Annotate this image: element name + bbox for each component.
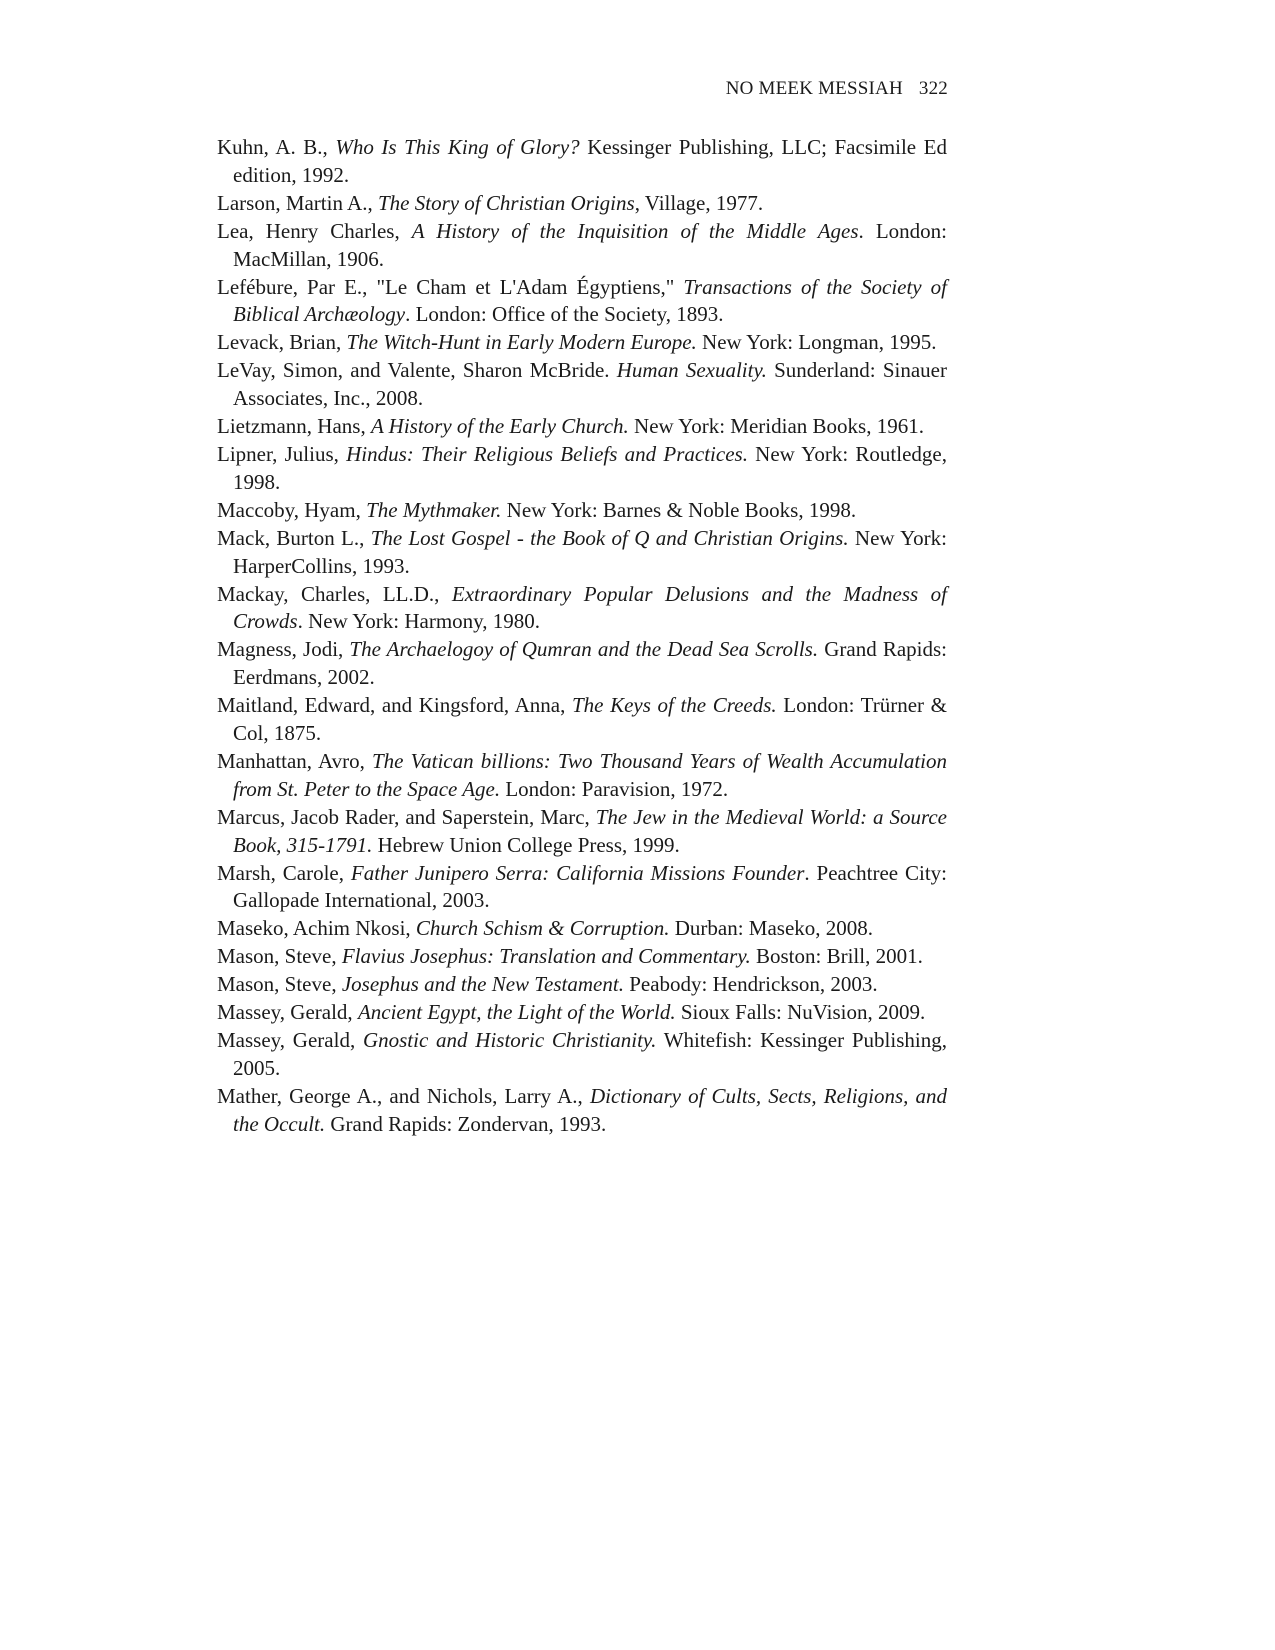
entry-title: Father Junipero Serra: California Missions Founder xyxy=(350,860,805,885)
entry-author: Mackay, Charles, LL.D., xyxy=(217,581,452,606)
entry-publication: New York: HarperCollins, 1993. xyxy=(233,525,948,578)
entry-title: Human Sexuality. xyxy=(616,358,767,383)
entry-author: Manhattan, Avro, xyxy=(217,748,372,773)
entry-author: Mason, Steve, xyxy=(217,972,342,997)
entry-author: Marsh, Carole, xyxy=(217,860,351,885)
entry-author: Lietzmann, Hans, xyxy=(217,414,371,439)
entry-title: Dictionary of Cults, Sects, Religions, and the Occult. xyxy=(233,1083,947,1136)
entry-author: Larson, Martin A., xyxy=(217,190,378,215)
entry-title: The Archaelogoy of Qumran and the Dead Sea Scrolls. xyxy=(349,637,819,662)
entry-author: Maseko, Achim Nkosi, xyxy=(217,916,416,941)
entry-publication: Sunderland: Sinauer Associates, Inc., 2008. xyxy=(233,358,947,411)
entry-publication: New York: Routledge, 1998. xyxy=(233,441,947,494)
entry-title: Church Schism & Corruption. xyxy=(415,916,670,941)
entry-title: Extraordinary Popular Delusions and the Madness of Crowds xyxy=(233,581,947,634)
entry-title: Hindus: Their Religious Beliefs and Practices. xyxy=(346,441,748,466)
entry-publication: Peabody: Hendrickson, 2003. xyxy=(623,972,878,997)
page-number: 322 xyxy=(918,78,948,99)
entry-author: Maccoby, Hyam, xyxy=(217,497,367,522)
entry-publication: Grand Rapids: Eerdmans, 2002. xyxy=(233,637,947,690)
entry-publication: New York: Barnes & Noble Books, 1998. xyxy=(501,497,857,522)
bibliography-entry xyxy=(217,692,947,748)
running-title: NO MEEK MESSIAH xyxy=(725,78,903,99)
entry-publication: , Village, 1977. xyxy=(634,190,764,215)
entry-publication: Sioux Falls: NuVision, 2009. xyxy=(675,1000,926,1025)
entry-publication: . London: Office of the Society, 1893. xyxy=(405,302,724,327)
entry-publication: London: Paravision, 1972. xyxy=(500,776,729,801)
entry-publication: Durban: Maseko, 2008. xyxy=(669,916,874,941)
entry-title: Josephus and the New Testament. xyxy=(341,972,624,997)
entry-author: Massey, Gerald, xyxy=(217,1000,358,1025)
bibliography-entry xyxy=(217,636,947,692)
bibliography-entry xyxy=(217,497,947,525)
bibliography-entry xyxy=(217,999,947,1027)
running-header xyxy=(718,78,948,100)
entry-author: Lea, Henry Charles, xyxy=(217,218,412,243)
bibliography-list xyxy=(217,134,947,1139)
entry-author: Maitland, Edward, and Kingsford, Anna, xyxy=(217,693,572,718)
bibliography-entry xyxy=(217,329,947,357)
bibliography-entry xyxy=(217,441,947,497)
bibliography-entry xyxy=(217,971,947,999)
bibliography-entry xyxy=(217,134,947,190)
entry-author: Mather, George A., and Nichols, Larry A., xyxy=(217,1083,590,1108)
entry-author: Magness, Jodi, xyxy=(217,637,350,662)
entry-title: The Jew in the Medieval World: a Source Book, 315-1791. xyxy=(233,804,947,857)
entry-author: Mack, Burton L., xyxy=(217,525,371,550)
entry-title: The Lost Gospel - the Book of Q and Christian Origins. xyxy=(370,525,849,550)
entry-title: Gnostic and Historic Christianity. xyxy=(362,1028,657,1052)
entry-title: The Story of Christian Origins xyxy=(377,190,635,215)
entry-publication: . London: MacMillan, 1906. xyxy=(233,218,947,271)
bibliography-entry xyxy=(217,915,947,943)
entry-title: Transactions of the Society of Biblical Archæology xyxy=(233,274,947,327)
entry-publication: Kessinger Publishing, LLC; Facsimile Ed edition, 1992. xyxy=(233,135,947,187)
bibliography-entry xyxy=(217,1027,947,1083)
entry-title: A History of the Early Church. xyxy=(370,414,629,439)
entry-publication: Grand Rapids: Zondervan, 1993. xyxy=(325,1111,607,1136)
bibliography-entry xyxy=(217,274,947,330)
bibliography-entry xyxy=(217,748,947,804)
bibliography-entry xyxy=(217,357,947,413)
entry-publication: London: Trürner & Col, 1875. xyxy=(233,693,947,746)
bibliography-entry xyxy=(217,804,947,860)
entry-publication: . New York: Harmony, 1980. xyxy=(297,609,541,634)
bibliography-entry xyxy=(217,218,947,274)
entry-title: A History of the Inquisition of the Middle Ages xyxy=(411,218,859,243)
entry-publication: Boston: Brill, 2001. xyxy=(750,944,923,969)
bibliography-entry xyxy=(217,525,947,581)
entry-author: Massey, Gerald, xyxy=(217,1028,363,1052)
entry-title: The Vatican billions: Two Thousand Years of Wealth Accumulation from St. Peter to the Space Age. xyxy=(233,748,948,801)
entry-author: Lefébure, Par E., "Le Cham et L'Adam Égyptiens," xyxy=(217,274,684,299)
entry-title: The Witch-Hunt in Early Modern Europe. xyxy=(346,330,697,355)
entry-author: Kuhn, A. B., xyxy=(217,135,336,159)
entry-title: Who Is This King of Glory? xyxy=(335,135,580,159)
entry-publication: Hebrew Union College Press, 1999. xyxy=(372,832,680,857)
bibliography-entry xyxy=(217,860,947,916)
entry-title: Flavius Josephus: Translation and Commentary. xyxy=(341,944,751,969)
entry-publication: . Peachtree City: Gallopade International, 2003. xyxy=(233,860,948,913)
bibliography-entry xyxy=(217,581,947,637)
entry-title: The Mythmaker. xyxy=(366,497,502,522)
entry-publication: New York: Longman, 1995. xyxy=(696,330,937,355)
entry-author: Levack, Brian, xyxy=(217,330,347,355)
entry-author: Mason, Steve, xyxy=(217,944,342,969)
entry-author: Lipner, Julius, xyxy=(217,441,347,466)
entry-title: Ancient Egypt, the Light of the World. xyxy=(357,1000,676,1025)
bibliography-entry xyxy=(217,190,947,218)
bibliography-entry xyxy=(217,1083,947,1139)
entry-author: Marcus, Jacob Rader, and Saperstein, Marc, xyxy=(217,804,596,829)
entry-publication: Whitefish: Kessinger Publishing, 2005. xyxy=(233,1028,947,1080)
entry-title: The Keys of the Creeds. xyxy=(571,693,777,718)
bibliography-entry xyxy=(217,413,947,441)
bibliography-entry xyxy=(217,943,947,971)
entry-author: LeVay, Simon, and Valente, Sharon McBride. xyxy=(217,358,617,383)
entry-publication: New York: Meridian Books, 1961. xyxy=(628,414,924,439)
